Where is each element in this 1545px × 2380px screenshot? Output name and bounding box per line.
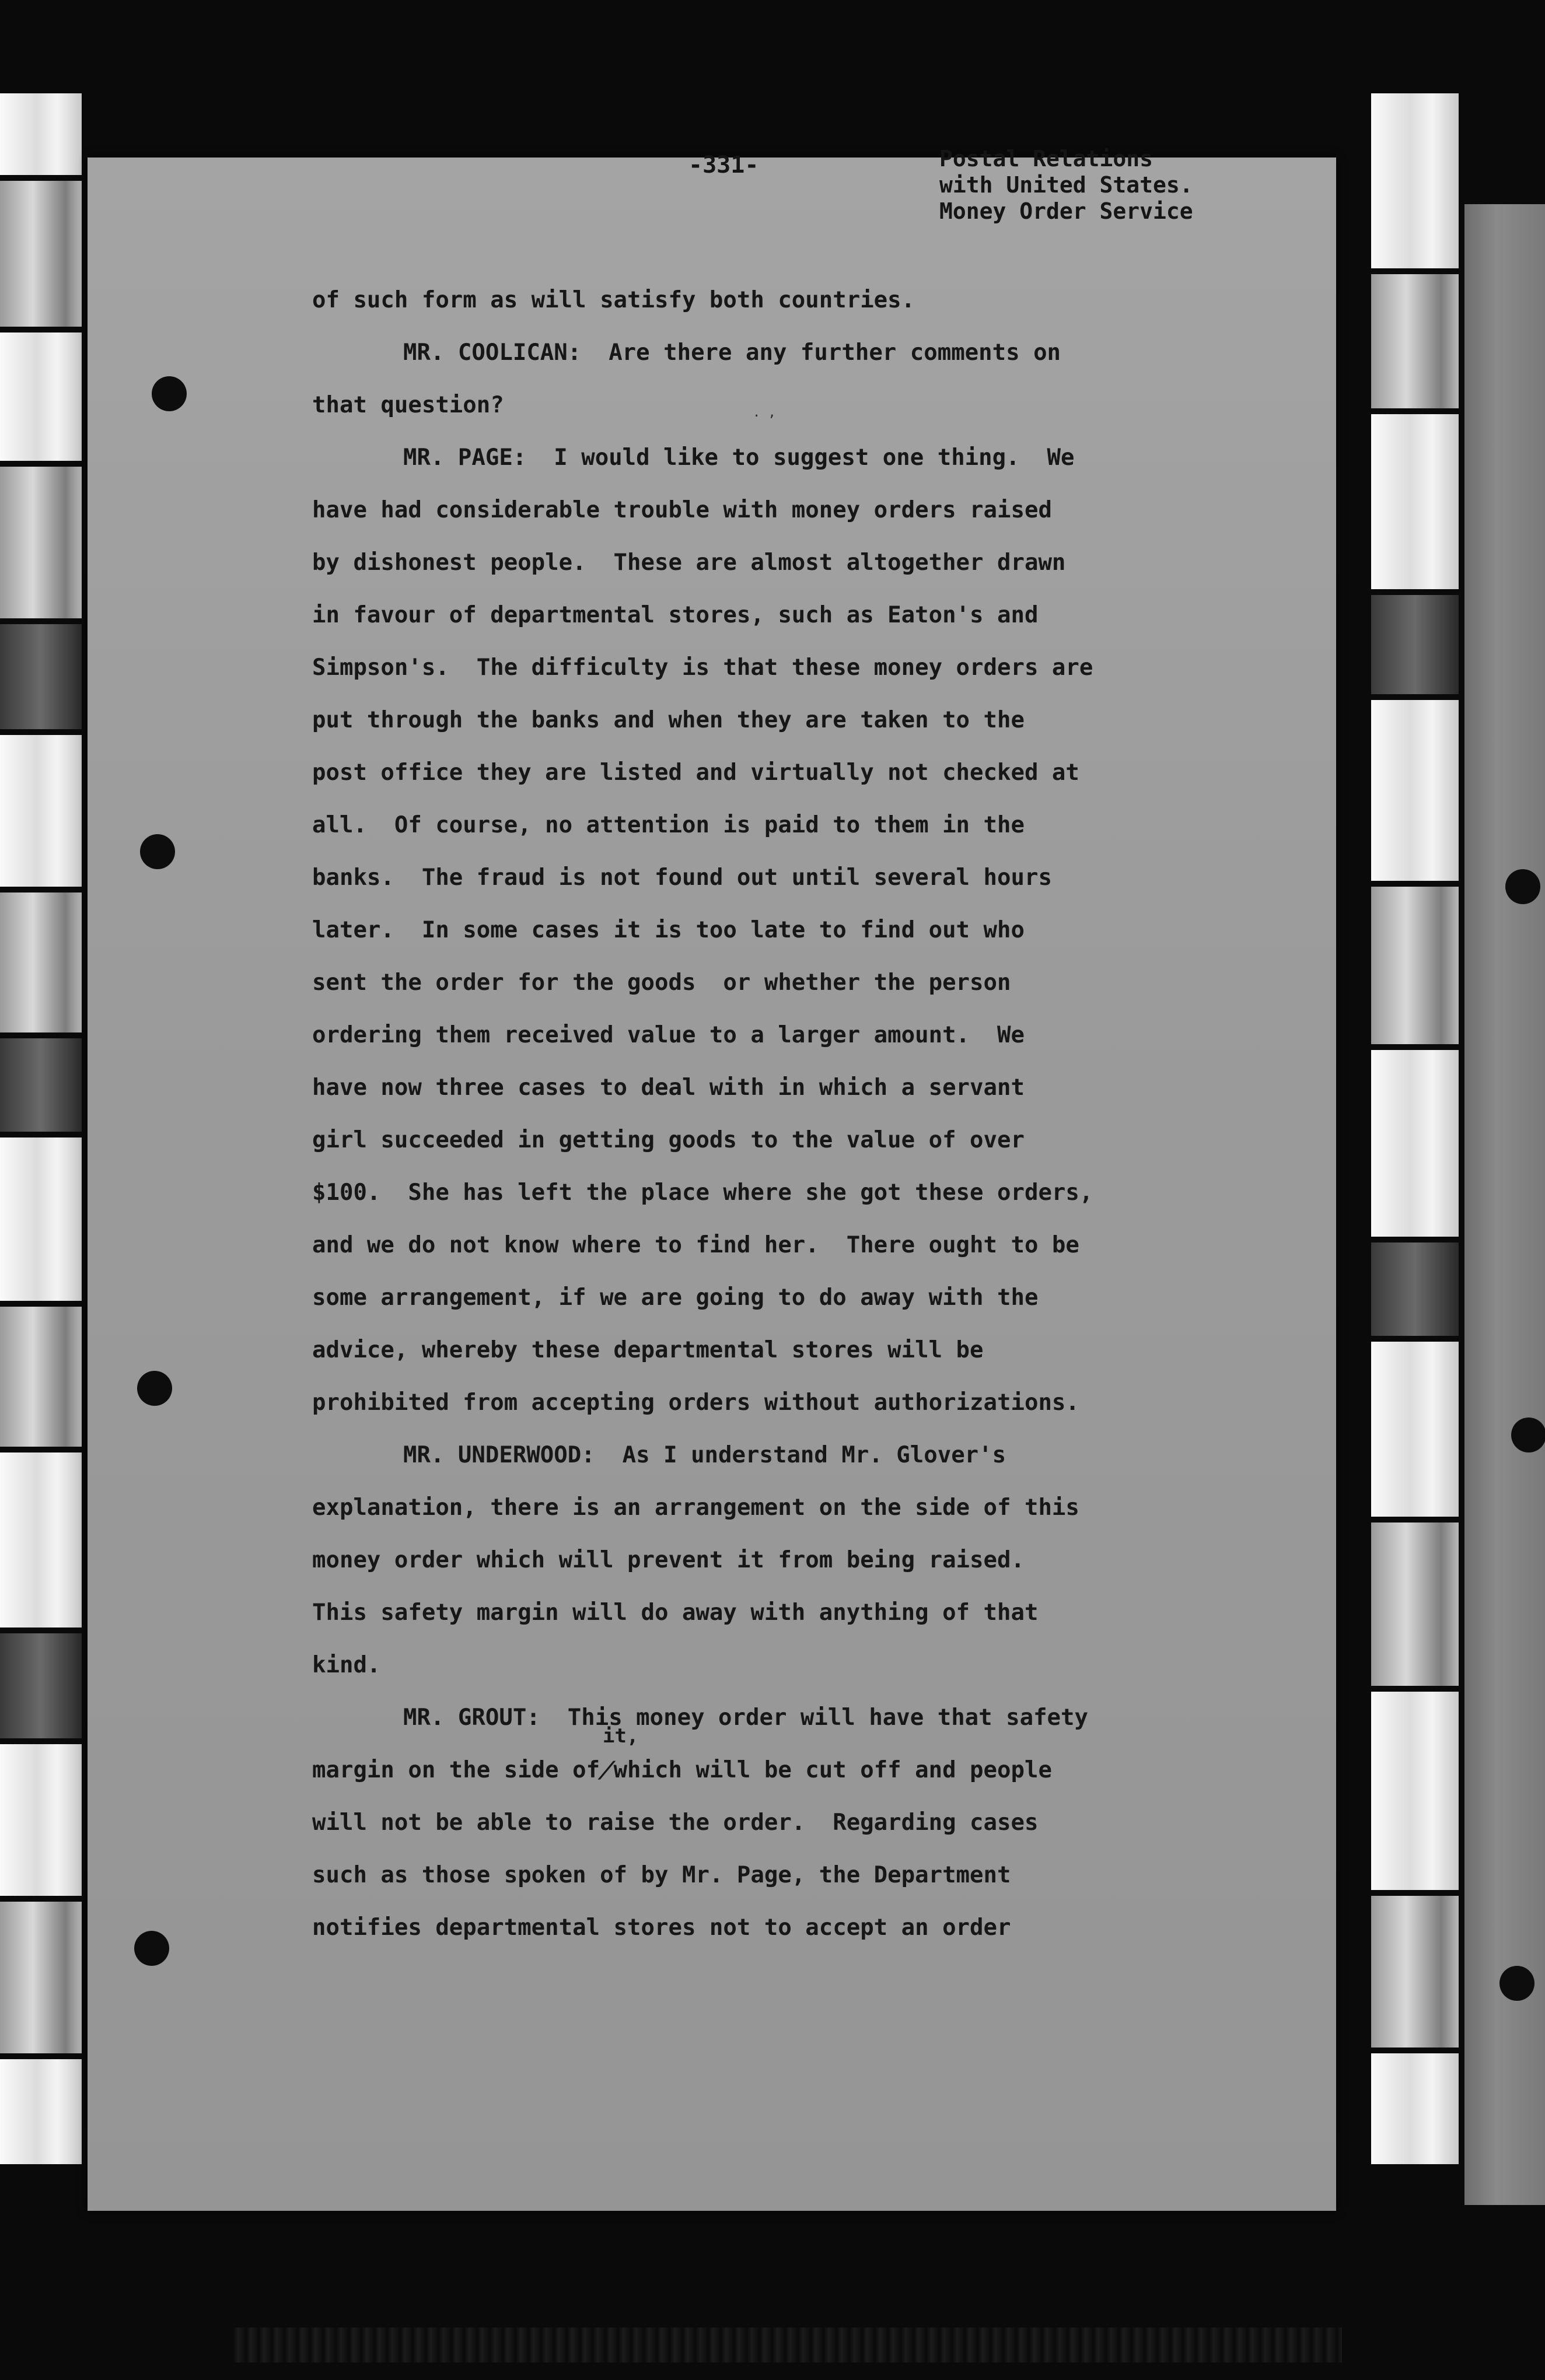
film-band: [0, 1138, 82, 1301]
text-line: put through the banks and when they are taken to the: [312, 707, 1025, 733]
film-band: [1371, 93, 1459, 268]
film-strip-left: [0, 93, 82, 2164]
film-band: [1371, 1692, 1459, 1890]
text-line: have had considerable trouble with money orders raised: [312, 497, 1052, 523]
running-head-line: with United States.: [939, 172, 1193, 198]
punch-hole: [140, 834, 175, 869]
film-band: [0, 181, 82, 327]
film-band: [1371, 595, 1459, 694]
text-line: have now three cases to deal with in which a servant: [312, 1074, 1025, 1101]
text-line: explanation, there is an arrangement on the side of this: [312, 1494, 1079, 1521]
punch-hole: [152, 376, 187, 411]
film-band: [0, 735, 82, 887]
punch-hole: [1505, 869, 1540, 904]
film-band: [0, 1902, 82, 2053]
text-line: kind.: [312, 1652, 381, 1678]
film-band: [0, 1744, 82, 1896]
text-line: This safety margin will do away with anything of that: [312, 1600, 1039, 1626]
handwritten-insertion: it,: [603, 1724, 639, 1748]
speaker-line: MR. UNDERWOOD: As I understand Mr. Glover's: [403, 1442, 1006, 1468]
film-band: [1371, 1050, 1459, 1237]
film-band: [0, 624, 82, 729]
film-band: [0, 1452, 82, 1628]
film-band: [0, 1633, 82, 1738]
running-head-line: Postal Relations: [939, 146, 1153, 172]
text-line: money order which will prevent it from being raised.: [312, 1547, 1025, 1573]
punch-hole: [137, 1371, 172, 1406]
film-band: [0, 332, 82, 461]
film-band: [1371, 1342, 1459, 1517]
film-band: [1371, 1242, 1459, 1336]
film-band: [1371, 1896, 1459, 2048]
film-band: [1371, 887, 1459, 1044]
text-line-with-insertion: [312, 1724, 1330, 1797]
film-band: [1371, 1522, 1459, 1686]
film-smudge: [233, 2328, 1342, 2362]
text-line: $100. She has left the place where she got these orders,: [312, 1180, 1093, 1206]
text-line: and we do not know where to find her. There ought to be: [312, 1232, 1079, 1258]
text-line: post office they are listed and virtually not checked at: [312, 760, 1079, 786]
text-line: sent the order for the goods or whether the person: [312, 970, 1011, 996]
transcript-body: [312, 274, 1330, 1954]
film-band: [0, 892, 82, 1032]
film-band: [0, 93, 82, 175]
film-band: [1371, 414, 1459, 589]
film-band: [0, 467, 82, 618]
running-head: [939, 146, 1193, 225]
text-line-part: margin on the side of: [312, 1757, 600, 1783]
punch-hole: [134, 1931, 169, 1966]
film-band: [1371, 2053, 1459, 2164]
text-line: ordering them received value to a larger amount. We: [312, 1022, 1025, 1048]
speaker-line: MR. PAGE: I would like to suggest one thing. We: [403, 444, 1075, 471]
running-head-line: Money Order Service: [939, 198, 1193, 224]
punch-hole: [1511, 1418, 1545, 1452]
text-line: by dishonest people. These are almost altogether drawn: [312, 550, 1066, 576]
text-line: banks. The fraud is not found out until several hours: [312, 864, 1052, 891]
text-line: such as those spoken of by Mr. Page, the Department: [312, 1862, 1011, 1888]
punch-hole: [1499, 1966, 1534, 2001]
text-line: later. In some cases it is too late to find out who: [312, 917, 1025, 943]
stray-mark: . ,: [753, 405, 776, 420]
text-line: that question?: [312, 392, 504, 418]
text-line: some arrangement, if we are going to do away with the: [312, 1284, 1039, 1311]
film-band: [0, 1307, 82, 1447]
film-band: [0, 2059, 82, 2164]
film-band: [1371, 274, 1459, 408]
text-line: notifies departmental stores not to accept an order: [312, 1915, 1011, 1941]
text-line: prohibited from accepting orders without authorizations.: [312, 1390, 1079, 1416]
text-line: will not be able to raise the order. Regarding cases: [312, 1810, 1039, 1836]
text-line: all. Of course, no attention is paid to them in the: [312, 812, 1025, 838]
text-line-part: which will be cut off and people: [613, 1757, 1052, 1783]
speaker-line: MR. GROUT: This money order will have that safety: [403, 1704, 1088, 1731]
insertion-caret: /: [595, 1757, 618, 1783]
text-line: of such form as will satisfy both countries.: [312, 287, 915, 313]
text-line: girl succeeded in getting goods to the value of over: [312, 1127, 1025, 1153]
film-band: [1371, 700, 1459, 881]
text-line: Simpson's. The difficulty is that these money orders are: [312, 654, 1093, 681]
film-strip-right: [1371, 93, 1459, 2164]
speaker-line: MR. COOLICAN: Are there any further comments on: [403, 340, 1061, 366]
adjacent-frame-edge: [1464, 204, 1545, 2205]
film-band: [0, 1038, 82, 1132]
page-number: -331-: [688, 152, 759, 178]
text-line: in favour of departmental stores, such as Eaton's and: [312, 602, 1039, 628]
text-line: advice, whereby these departmental stores will be: [312, 1337, 984, 1363]
